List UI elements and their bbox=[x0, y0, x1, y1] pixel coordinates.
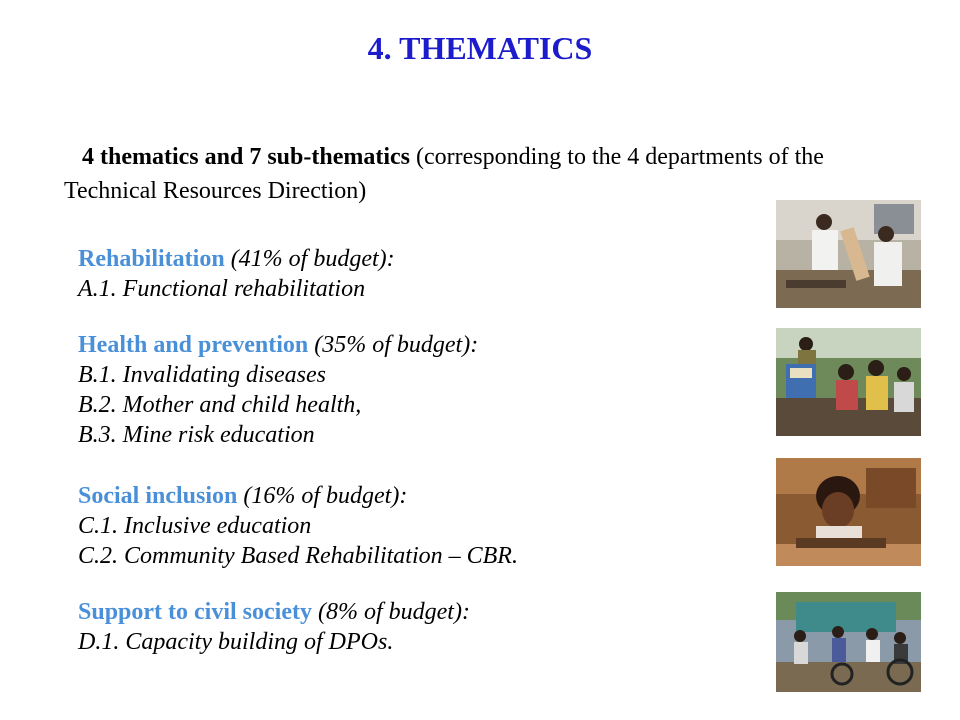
section-name: Rehabilitation bbox=[78, 246, 225, 272]
section-name: Support to civil society bbox=[78, 599, 312, 625]
intro-paragraph bbox=[64, 140, 824, 208]
sub-thematic: B.1. Invalidating diseases bbox=[78, 362, 326, 388]
section-budget: (41% of budget): bbox=[224, 246, 395, 272]
orthopaedic-workshop-photo bbox=[776, 200, 921, 308]
section-heading bbox=[78, 244, 758, 274]
section-rehabilitation bbox=[78, 244, 758, 304]
section-budget: (8% of budget): bbox=[312, 599, 470, 625]
page-title: 4. THEMATICS bbox=[367, 30, 593, 66]
sub-thematic: A.1. Functional rehabilitation bbox=[78, 276, 366, 302]
girl-at-school-desk-photo bbox=[776, 458, 921, 566]
section-name: Health and prevention bbox=[78, 332, 309, 358]
sub-thematic: B.2. Mother and child health, bbox=[78, 392, 362, 418]
section-civil-society bbox=[78, 597, 758, 657]
section-heading bbox=[78, 597, 758, 627]
section-heading bbox=[78, 481, 758, 511]
sub-thematic: D.1. Capacity building of DPOs. bbox=[78, 629, 394, 655]
section-name: Social inclusion bbox=[78, 483, 238, 509]
section-budget: (35% of budget): bbox=[308, 332, 479, 358]
sub-thematic: B.3. Mine risk education bbox=[78, 422, 315, 448]
section-health-prevention bbox=[78, 330, 758, 450]
intro-bold: 4 thematics and 7 sub-thematics bbox=[82, 144, 410, 170]
health-awareness-crowd-photo bbox=[776, 328, 921, 436]
section-social-inclusion bbox=[78, 481, 758, 571]
section-heading bbox=[78, 330, 758, 360]
wheelchair-users-group-photo bbox=[776, 592, 921, 692]
intro-rest: (corresponding to the 4 departments of the Technical Resources Direction) bbox=[64, 144, 824, 204]
section-budget: (16% of budget): bbox=[237, 483, 408, 509]
sub-thematic: C.2. Community Based Rehabilitation – CBR. bbox=[78, 543, 518, 569]
sub-thematic: C.1. Inclusive education bbox=[78, 513, 312, 539]
